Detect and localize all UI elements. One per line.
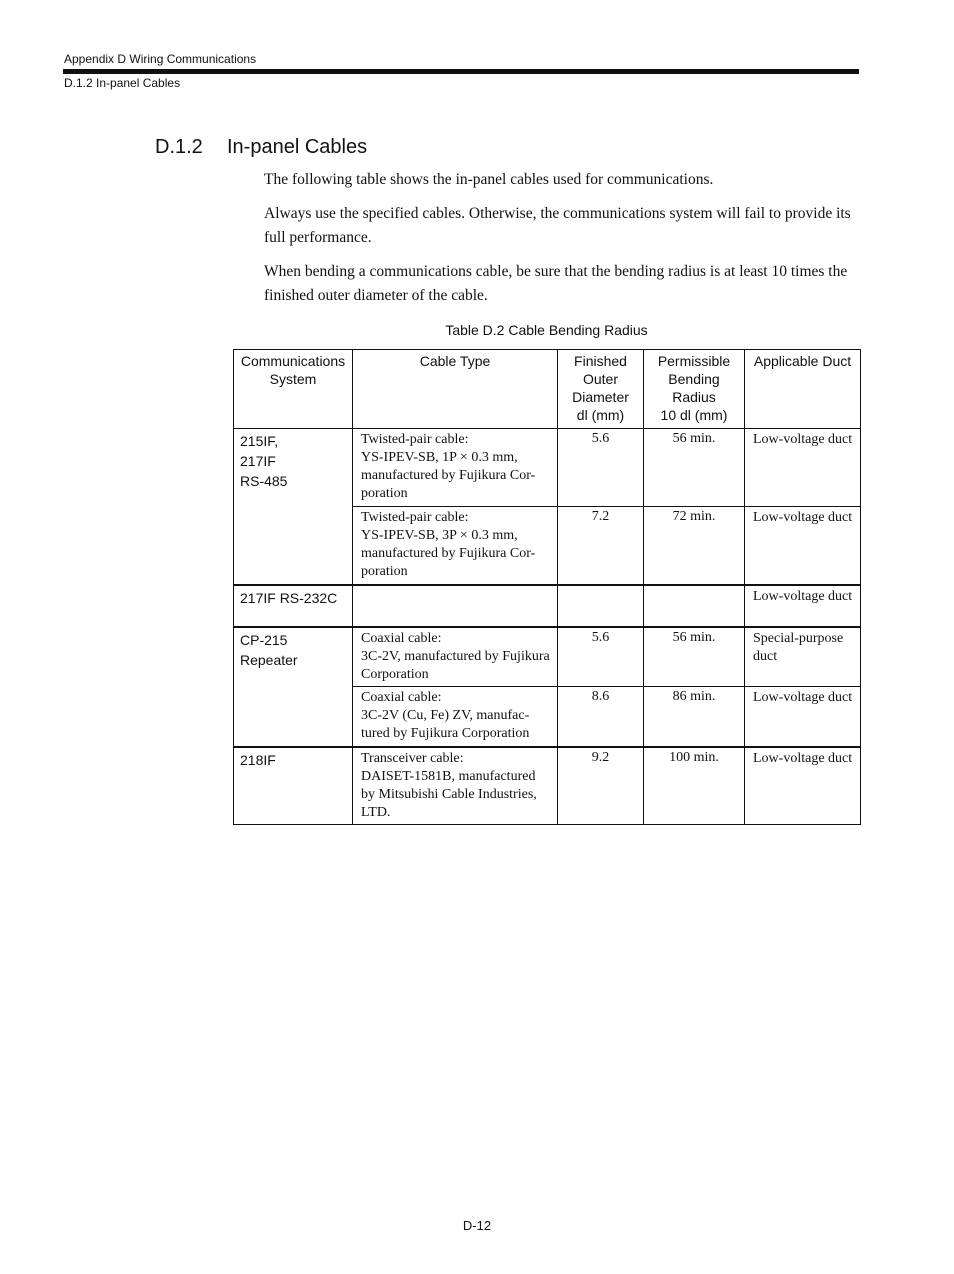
system-line: RS-485 <box>240 473 288 489</box>
cell-cable-type: Transceiver cable: DAISET-1581B, manufactured by Mitsubishi Cable Industries, LTD. <box>353 747 558 825</box>
header-applicable-duct: Applicable Duct <box>745 350 861 429</box>
cell-outer-diameter: 9.2 <box>558 747 644 825</box>
section-title: In-panel Cables <box>227 136 368 158</box>
section-number: D.1.2 <box>155 136 203 158</box>
cell-cable-type: Twisted-pair cable: YS-IPEV-SB, 3P × 0.3 mm, manufactured by Fujikura Cor-poration <box>353 507 558 585</box>
cell-cable-type <box>353 585 558 627</box>
cell-applicable-duct: Low-voltage duct <box>745 747 861 825</box>
cell-applicable-duct: Low-voltage duct <box>745 429 861 507</box>
cell-communications-system <box>234 627 353 747</box>
cell-cable-type: Twisted-pair cable: YS-IPEV-SB, 1P × 0.3 mm, manufactured by Fujikura Cor-poration <box>353 429 558 507</box>
system-line: 217IF RS-232C <box>240 589 338 606</box>
cell-outer-diameter: 8.6 <box>558 687 644 747</box>
paragraph-specified-cables: Always use the specified cables. Otherwise, the communications system will fail to provide its full performance. <box>264 205 851 246</box>
header-finished-outer-diameter: Finished Outer Diameter dl (mm) <box>558 350 644 429</box>
cell-applicable-duct: Low-voltage duct <box>745 585 861 627</box>
table-row <box>234 627 861 687</box>
cable-bending-table <box>233 349 861 825</box>
table-row <box>234 429 861 507</box>
paragraph-intro: The following table shows the in-panel cables used for communications. <box>264 171 714 188</box>
cell-outer-diameter: 5.6 <box>558 627 644 687</box>
system-line: 218IF <box>240 751 276 768</box>
section-heading <box>155 136 367 159</box>
cell-communications-system <box>234 429 353 585</box>
running-header-section: D.1.2 In-panel Cables <box>64 76 181 90</box>
system-line: CP-215 <box>240 631 288 648</box>
cell-bending-radius: 100 min. <box>644 747 745 825</box>
cell-outer-diameter: 7.2 <box>558 507 644 585</box>
cell-communications-system <box>234 747 353 825</box>
cell-applicable-duct: Special-purpose duct <box>745 627 861 687</box>
cell-outer-diameter <box>558 585 644 627</box>
system-line: 217IF <box>240 453 276 469</box>
paragraph-bending: When bending a communications cable, be sure that the bending radius is at least 10 times the finished outer diameter of the cable. <box>264 263 848 304</box>
header-cable-type: Cable Type <box>353 350 558 429</box>
page-number: D-12 <box>462 1218 492 1233</box>
header-communications-system: Communications System <box>234 350 353 429</box>
cell-applicable-duct: Low-voltage duct <box>745 687 861 747</box>
header-permissible-bending-radius: Permissible Bending Radius 10 dl (mm) <box>644 350 745 429</box>
cell-outer-diameter: 5.6 <box>558 429 644 507</box>
table-row <box>234 747 861 825</box>
cell-bending-radius <box>644 585 745 627</box>
cell-bending-radius: 72 min. <box>644 507 745 585</box>
cell-applicable-duct: Low-voltage duct <box>745 507 861 585</box>
system-line: 215IF, <box>240 433 279 449</box>
cell-bending-radius: 86 min. <box>644 687 745 747</box>
table-row <box>234 585 861 627</box>
cell-cable-type: Coaxial cable: 3C-2V, manufactured by Fujikura Corporation <box>353 627 558 687</box>
running-header-chapter: Appendix D Wiring Communications <box>64 52 257 66</box>
cell-bending-radius: 56 min. <box>644 429 745 507</box>
cell-cable-type: Coaxial cable: 3C-2V (Cu, Fe) ZV, manufac-tured by Fujikura Corporation <box>353 687 558 747</box>
header-rule <box>63 69 859 74</box>
cell-communications-system <box>234 585 353 627</box>
table-caption: Table D.2 Cable Bending Radius <box>445 322 648 338</box>
system-line: Repeater <box>240 651 298 668</box>
cell-bending-radius: 56 min. <box>644 627 745 687</box>
